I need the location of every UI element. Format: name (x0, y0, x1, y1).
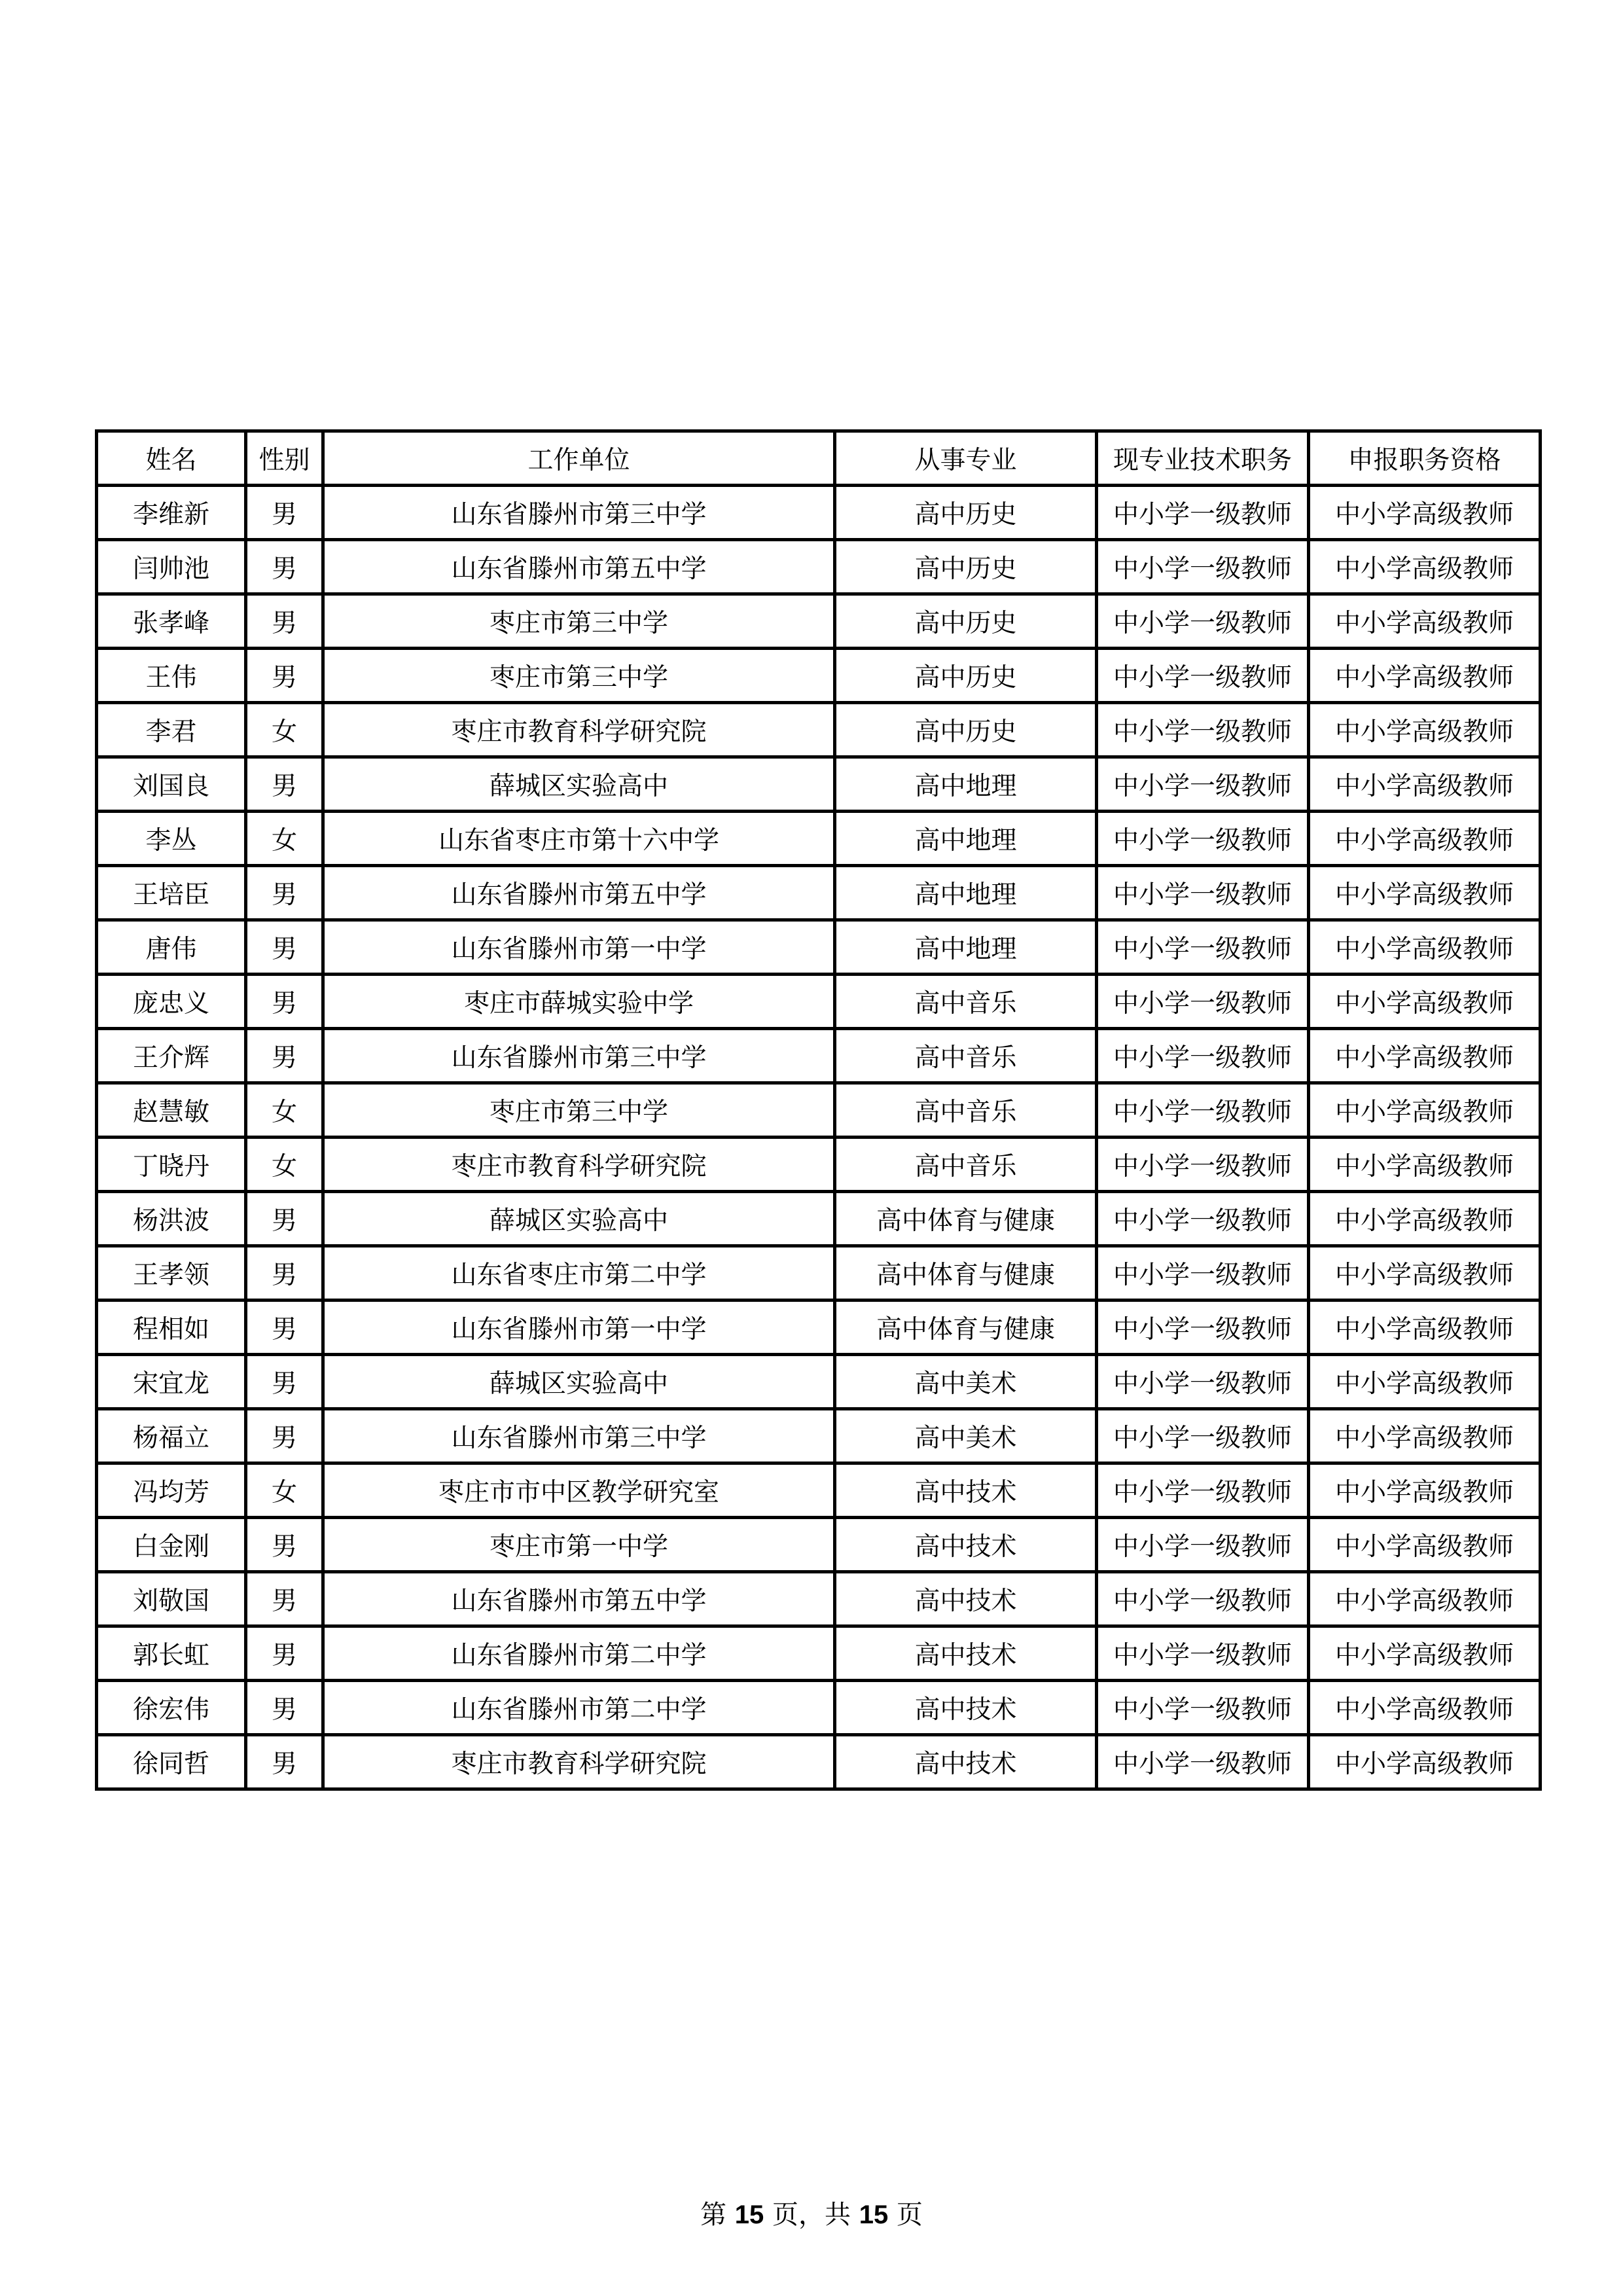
table-cell: 中小学高级教师 (1309, 1735, 1541, 1789)
table-cell: 中小学高级教师 (1309, 1409, 1541, 1463)
table-cell: 中小学一级教师 (1097, 1029, 1309, 1083)
table-row (97, 975, 1541, 1029)
table-cell: 李丛 (97, 812, 246, 866)
footer-mid: 页，共 (764, 2200, 859, 2230)
table-cell: 男 (246, 1735, 323, 1789)
table-row (97, 812, 1541, 866)
table-cell: 高中美术 (835, 1409, 1097, 1463)
table-cell: 唐伟 (97, 920, 246, 975)
table-cell: 中小学高级教师 (1309, 594, 1541, 649)
table-row (97, 1083, 1541, 1138)
table-row (97, 1518, 1541, 1572)
table-cell: 女 (246, 1138, 323, 1192)
table-cell: 枣庄市教育科学研究院 (323, 1735, 835, 1789)
table-cell: 中小学高级教师 (1309, 1083, 1541, 1138)
table-row (97, 1029, 1541, 1083)
table-cell: 王孝领 (97, 1246, 246, 1300)
current-page: 15 (734, 2200, 764, 2229)
table-row (97, 540, 1541, 594)
table-cell: 高中历史 (835, 703, 1097, 757)
table-cell: 男 (246, 1572, 323, 1626)
table-cell: 王培臣 (97, 866, 246, 920)
table-cell: 中小学一级教师 (1097, 1518, 1309, 1572)
table-cell: 刘国良 (97, 757, 246, 812)
table-cell: 薛城区实验高中 (323, 757, 835, 812)
table-cell: 白金刚 (97, 1518, 246, 1572)
table-cell: 杨福立 (97, 1409, 246, 1463)
table-cell: 中小学高级教师 (1309, 920, 1541, 975)
table-cell: 李君 (97, 703, 246, 757)
table-cell: 薛城区实验高中 (323, 1192, 835, 1246)
table-cell: 女 (246, 703, 323, 757)
table-row (97, 1735, 1541, 1789)
table-cell: 中小学一级教师 (1097, 486, 1309, 540)
table-cell: 中小学一级教师 (1097, 703, 1309, 757)
table-cell: 中小学高级教师 (1309, 1626, 1541, 1681)
table-cell: 李维新 (97, 486, 246, 540)
table-cell: 山东省滕州市第二中学 (323, 1626, 835, 1681)
table-cell: 徐同哲 (97, 1735, 246, 1789)
table-cell: 中小学高级教师 (1309, 866, 1541, 920)
table-row (97, 866, 1541, 920)
table-cell: 山东省滕州市第三中学 (323, 486, 835, 540)
table-cell: 男 (246, 1681, 323, 1735)
table-cell: 男 (246, 757, 323, 812)
table-cell: 中小学一级教师 (1097, 1355, 1309, 1409)
table-cell: 中小学高级教师 (1309, 812, 1541, 866)
table-cell: 丁晓丹 (97, 1138, 246, 1192)
table-cell: 中小学高级教师 (1309, 1518, 1541, 1572)
table-cell: 高中音乐 (835, 975, 1097, 1029)
table-cell: 中小学一级教师 (1097, 757, 1309, 812)
table-cell: 高中技术 (835, 1626, 1097, 1681)
table-cell: 中小学一级教师 (1097, 540, 1309, 594)
table-cell: 男 (246, 594, 323, 649)
table-cell: 中小学一级教师 (1097, 1083, 1309, 1138)
table-cell: 宋宜龙 (97, 1355, 246, 1409)
table-cell: 枣庄市第三中学 (323, 1083, 835, 1138)
table-row (97, 1138, 1541, 1192)
table-cell: 山东省枣庄市第十六中学 (323, 812, 835, 866)
table-cell: 中小学高级教师 (1309, 1355, 1541, 1409)
table-cell: 中小学一级教师 (1097, 1409, 1309, 1463)
table-cell: 山东省滕州市第五中学 (323, 1572, 835, 1626)
table-cell: 枣庄市市中区教学研究室 (323, 1463, 835, 1518)
table-cell: 中小学高级教师 (1309, 1138, 1541, 1192)
table-cell: 女 (246, 1083, 323, 1138)
table-cell: 高中历史 (835, 486, 1097, 540)
page-footer (0, 2194, 1623, 2231)
table-cell: 中小学高级教师 (1309, 1192, 1541, 1246)
table-cell: 中小学一级教师 (1097, 1463, 1309, 1518)
table-cell: 冯均芳 (97, 1463, 246, 1518)
table-cell: 高中地理 (835, 812, 1097, 866)
table-cell: 男 (246, 540, 323, 594)
table-cell: 中小学高级教师 (1309, 703, 1541, 757)
table-cell: 枣庄市第三中学 (323, 594, 835, 649)
table-cell: 山东省滕州市第一中学 (323, 1300, 835, 1355)
table-cell: 女 (246, 1463, 323, 1518)
table-cell: 中小学一级教师 (1097, 812, 1309, 866)
table-cell: 男 (246, 1300, 323, 1355)
table-cell: 中小学高级教师 (1309, 1681, 1541, 1735)
table-cell: 中小学一级教师 (1097, 594, 1309, 649)
table-row (97, 1681, 1541, 1735)
table-row (97, 486, 1541, 540)
table-cell: 高中地理 (835, 920, 1097, 975)
table-row (97, 1626, 1541, 1681)
table-cell: 山东省滕州市第五中学 (323, 866, 835, 920)
table-cell: 程相如 (97, 1300, 246, 1355)
table-cell: 高中体育与健康 (835, 1300, 1097, 1355)
table-cell: 中小学一级教师 (1097, 1681, 1309, 1735)
table-cell: 中小学一级教师 (1097, 975, 1309, 1029)
table-cell: 枣庄市薛城实验中学 (323, 975, 835, 1029)
table-cell: 中小学一级教师 (1097, 1192, 1309, 1246)
table-cell: 中小学高级教师 (1309, 1300, 1541, 1355)
table-cell: 山东省滕州市第五中学 (323, 540, 835, 594)
table-cell: 高中地理 (835, 866, 1097, 920)
table-cell: 男 (246, 1192, 323, 1246)
table-cell: 中小学高级教师 (1309, 540, 1541, 594)
table-cell: 徐宏伟 (97, 1681, 246, 1735)
table-cell: 王介辉 (97, 1029, 246, 1083)
table-cell: 中小学高级教师 (1309, 1463, 1541, 1518)
table-cell: 男 (246, 1029, 323, 1083)
table-cell: 男 (246, 1518, 323, 1572)
table-cell: 中小学高级教师 (1309, 1246, 1541, 1300)
table-cell: 高中音乐 (835, 1083, 1097, 1138)
column-header: 姓名 (97, 431, 246, 486)
table-cell: 中小学一级教师 (1097, 1138, 1309, 1192)
table-cell: 高中历史 (835, 649, 1097, 703)
table-cell: 高中技术 (835, 1463, 1097, 1518)
table-cell: 中小学高级教师 (1309, 1572, 1541, 1626)
table-cell: 山东省滕州市第三中学 (323, 1029, 835, 1083)
table-cell: 杨洪波 (97, 1192, 246, 1246)
table-cell: 高中历史 (835, 540, 1097, 594)
table-cell: 男 (246, 1246, 323, 1300)
table-row (97, 1409, 1541, 1463)
table-row (97, 594, 1541, 649)
table-cell: 男 (246, 866, 323, 920)
table-cell: 枣庄市教育科学研究院 (323, 1138, 835, 1192)
table-cell: 男 (246, 1626, 323, 1681)
column-header: 申报职务资格 (1309, 431, 1541, 486)
personnel-table (95, 429, 1542, 1791)
table-cell: 赵慧敏 (97, 1083, 246, 1138)
table-cell: 高中体育与健康 (835, 1246, 1097, 1300)
table-cell: 张孝峰 (97, 594, 246, 649)
table-row (97, 649, 1541, 703)
table-header-row (97, 431, 1541, 486)
table-cell: 中小学一级教师 (1097, 649, 1309, 703)
table-cell: 男 (246, 920, 323, 975)
total-pages: 15 (859, 2200, 889, 2229)
table-cell: 高中地理 (835, 757, 1097, 812)
table-row (97, 1355, 1541, 1409)
table-cell: 女 (246, 812, 323, 866)
footer-suffix: 页 (888, 2200, 923, 2230)
table-cell: 高中音乐 (835, 1138, 1097, 1192)
column-header: 从事专业 (835, 431, 1097, 486)
table-cell: 中小学高级教师 (1309, 649, 1541, 703)
table-cell: 中小学一级教师 (1097, 1572, 1309, 1626)
table-cell: 王伟 (97, 649, 246, 703)
table-cell: 枣庄市教育科学研究院 (323, 703, 835, 757)
table-cell: 高中体育与健康 (835, 1192, 1097, 1246)
table-cell: 中小学高级教师 (1309, 975, 1541, 1029)
table-cell: 高中音乐 (835, 1029, 1097, 1083)
table-row (97, 703, 1541, 757)
column-header: 性别 (246, 431, 323, 486)
table-cell: 中小学一级教师 (1097, 920, 1309, 975)
table-cell: 中小学一级教师 (1097, 1626, 1309, 1681)
table-cell: 闫帅池 (97, 540, 246, 594)
table-row (97, 1246, 1541, 1300)
table-cell: 刘敬国 (97, 1572, 246, 1626)
table-cell: 山东省滕州市第二中学 (323, 1681, 835, 1735)
table-cell: 高中技术 (835, 1681, 1097, 1735)
table-cell: 山东省滕州市第三中学 (323, 1409, 835, 1463)
table-row (97, 1572, 1541, 1626)
table-cell: 山东省滕州市第一中学 (323, 920, 835, 975)
table-cell: 中小学高级教师 (1309, 757, 1541, 812)
table-cell: 男 (246, 1409, 323, 1463)
table-cell: 男 (246, 975, 323, 1029)
table-row (97, 1463, 1541, 1518)
table-cell: 男 (246, 1355, 323, 1409)
table-cell: 男 (246, 649, 323, 703)
table-cell: 高中技术 (835, 1572, 1097, 1626)
table-row (97, 1300, 1541, 1355)
table-cell: 中小学一级教师 (1097, 866, 1309, 920)
table-cell: 山东省枣庄市第二中学 (323, 1246, 835, 1300)
table-cell: 高中技术 (835, 1518, 1097, 1572)
table-cell: 男 (246, 486, 323, 540)
table-cell: 枣庄市第三中学 (323, 649, 835, 703)
table-row (97, 920, 1541, 975)
table-cell: 庞忠义 (97, 975, 246, 1029)
table-cell: 中小学高级教师 (1309, 486, 1541, 540)
table-cell: 中小学一级教师 (1097, 1246, 1309, 1300)
column-header: 工作单位 (323, 431, 835, 486)
table-cell: 薛城区实验高中 (323, 1355, 835, 1409)
table-row (97, 757, 1541, 812)
column-header: 现专业技术职务 (1097, 431, 1309, 486)
footer-prefix: 第 (700, 2200, 735, 2230)
table-cell: 高中美术 (835, 1355, 1097, 1409)
table-cell: 中小学高级教师 (1309, 1029, 1541, 1083)
table-cell: 中小学一级教师 (1097, 1300, 1309, 1355)
table-cell: 高中历史 (835, 594, 1097, 649)
table-cell: 枣庄市第一中学 (323, 1518, 835, 1572)
table-cell: 中小学一级教师 (1097, 1735, 1309, 1789)
table-cell: 郭长虹 (97, 1626, 246, 1681)
table-row (97, 1192, 1541, 1246)
table-cell: 高中技术 (835, 1735, 1097, 1789)
